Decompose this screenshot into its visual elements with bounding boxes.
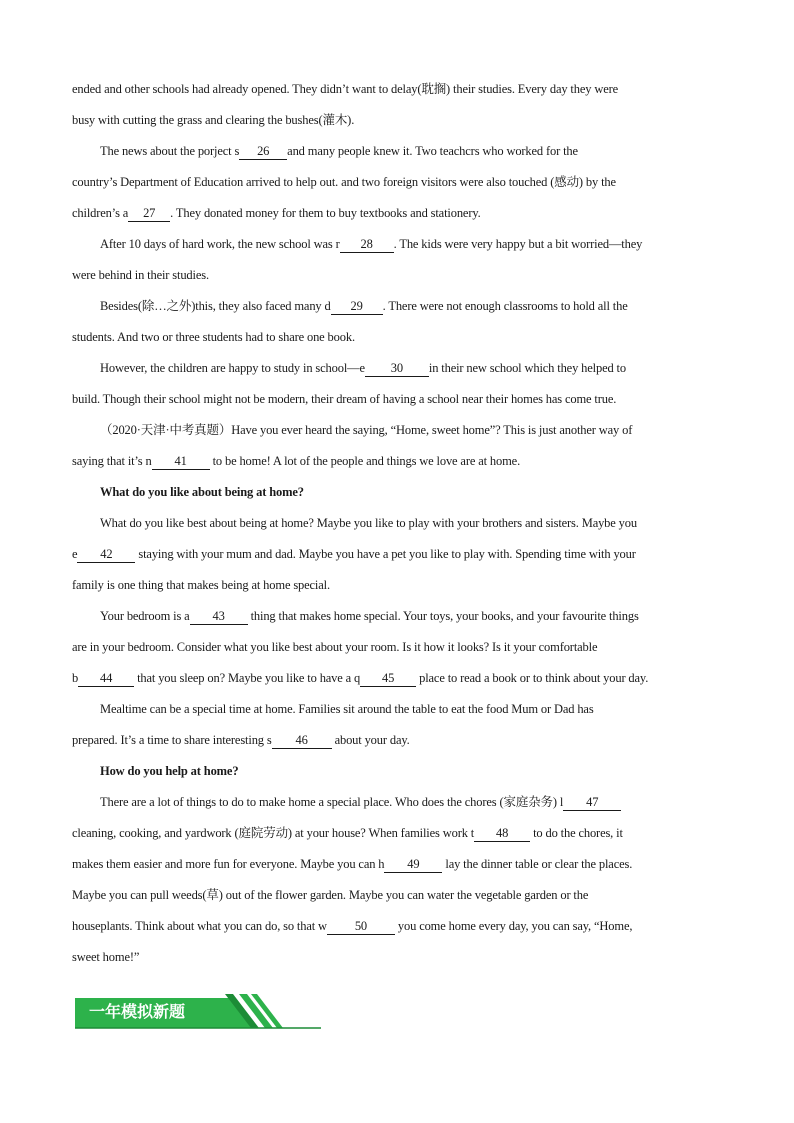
- answer-blank: 45: [360, 671, 416, 687]
- passage-text: staying with your mum and dad. Maybe you have a pet you like to play with. Spending time with your: [135, 547, 636, 561]
- passage-text: thing that makes home special. Your toys, your books, and your favourite things: [247, 609, 639, 623]
- passage-line: [72, 636, 732, 658]
- passage-text: were behind in their studies.: [72, 268, 209, 282]
- passage-text: sweet home!”: [72, 950, 140, 964]
- passage-line: [72, 915, 732, 937]
- passage-line: [72, 574, 732, 596]
- passage-text: . They donated money for them to buy textbooks and stationery.: [170, 206, 481, 220]
- passage-line: [72, 78, 732, 100]
- passage-text: . The kids were very happy but a bit worried—they: [393, 237, 643, 251]
- passage-text: What do you like best about being at home? Maybe you like to play with your brothers and sisters. Maybe you: [100, 516, 637, 530]
- passage-text: There are a lot of things to do to make home a special place. Who does the chores (家庭杂务) l: [100, 795, 564, 809]
- passage-text: e: [72, 547, 78, 561]
- section-banner: [75, 994, 321, 1030]
- passage-line: [72, 884, 732, 906]
- passage-line: [100, 605, 730, 627]
- answer-blank: 47: [563, 795, 621, 811]
- passage-text: in their new school which they helped to: [428, 361, 626, 375]
- passage-line: [72, 853, 732, 875]
- passage-line: [100, 791, 730, 813]
- passage-text: and many people knew it. Two teachcrs who worked for the: [287, 144, 578, 158]
- passage-line: [100, 295, 730, 317]
- passage-line: [72, 202, 732, 224]
- passage-text: saying that it’s n: [72, 454, 152, 468]
- answer-blank: 28: [340, 237, 394, 253]
- answer-blank: 50: [327, 919, 395, 935]
- passage-text: to do the chores, it: [530, 826, 623, 840]
- passage-text: How do you help at home?: [100, 764, 239, 778]
- section-heading: [100, 481, 730, 503]
- section-banner-label: 一年模拟新题: [89, 1002, 186, 1021]
- passage-text: place to read a book or to think about your day.: [416, 671, 649, 685]
- answer-blank: 48: [474, 826, 530, 842]
- answer-blank: 49: [384, 857, 442, 873]
- passage-text: build. Though their school might not be modern, their dream of having a school near their homes has come true.: [72, 392, 617, 406]
- passage-line: [100, 512, 730, 534]
- passage-text: you come home every day, you can say, “Home,: [394, 919, 633, 933]
- passage-line: [72, 729, 732, 751]
- passage-text: lay the dinner table or clear the places.: [442, 857, 633, 871]
- passage-text: about your day.: [331, 733, 410, 747]
- passage-text: family is one thing that makes being at home special.: [72, 578, 330, 592]
- passage-text: What do you like about being at home?: [100, 485, 304, 499]
- passage-line: [72, 326, 732, 348]
- passage-text: Your bedroom is a: [100, 609, 190, 623]
- answer-blank: 27: [128, 206, 170, 222]
- passage-text: prepared. It’s a time to share interesting s: [72, 733, 272, 747]
- passage-line: [100, 140, 730, 162]
- passage-text: Besides(除…之外)this, they also faced many d: [100, 299, 331, 313]
- passage-line: [100, 357, 730, 379]
- passage-text: that you sleep on? Maybe you like to have a q: [134, 671, 361, 685]
- passage-text: are in your bedroom. Consider what you like best about your room. Is it how it looks? Is it your comfortable: [72, 640, 598, 654]
- passage-line: [100, 419, 730, 441]
- passage-line: [72, 171, 732, 193]
- passage-text: However, the children are happy to study in school—e: [100, 361, 365, 375]
- passage-text: The news about the porject s: [100, 144, 240, 158]
- passage-text: children’s a: [72, 206, 129, 220]
- passage-line: [100, 698, 730, 720]
- passage-text: busy with cutting the grass and clearing the bushes(灌木).: [72, 113, 355, 127]
- passage-line: [72, 388, 732, 410]
- section-heading: [100, 760, 730, 782]
- passage-line: [72, 109, 732, 131]
- passage-line: [72, 946, 732, 968]
- passage-text: b: [72, 671, 79, 685]
- passage-line: [72, 450, 732, 472]
- answer-blank: 30: [365, 361, 429, 377]
- passage-text: cleaning, cooking, and yardwork (庭院劳动) at your house? When families work t: [72, 826, 475, 840]
- answer-blank: 41: [152, 454, 210, 470]
- passage-line: [72, 822, 732, 844]
- passage-text: （2020·天津·中考真题）Have you ever heard the saying, “Home, sweet home”? This is just another way of: [100, 423, 633, 437]
- answer-blank: 26: [239, 144, 287, 160]
- passage-text: ended and other schools had already opened. They didn’t want to delay(耽搁) their studies. Every day they were: [72, 82, 619, 96]
- answer-blank: 46: [272, 733, 332, 749]
- passage-text: to be home! A lot of the people and things we love are at home.: [209, 454, 521, 468]
- answer-blank: 43: [190, 609, 248, 625]
- passage-text: students. And two or three students had to share one book.: [72, 330, 355, 344]
- passage-text: Maybe you can pull weeds(草) out of the flower garden. Maybe you can water the vegetable garden or the: [72, 888, 589, 902]
- passage-text: . There were not enough classrooms to hold all the: [382, 299, 628, 313]
- passage-text: Mealtime can be a special time at home. Families sit around the table to eat the food Mum or Dad has: [100, 702, 594, 716]
- answer-blank: 44: [78, 671, 134, 687]
- passage-text: country’s Department of Education arrived to help out. and two foreign visitors were also touched (感动) by the: [72, 175, 616, 189]
- passage-line: [72, 543, 732, 565]
- answer-blank: 29: [331, 299, 383, 315]
- answer-blank: 42: [77, 547, 135, 563]
- passage-text: houseplants. Think about what you can do, so that w: [72, 919, 327, 933]
- passage-line: [100, 233, 730, 255]
- passage-line: [72, 264, 732, 286]
- passage-line: [72, 667, 732, 689]
- passage-text: makes them easier and more fun for everyone. Maybe you can h: [72, 857, 385, 871]
- passage-text: After 10 days of hard work, the new school was r: [100, 237, 340, 251]
